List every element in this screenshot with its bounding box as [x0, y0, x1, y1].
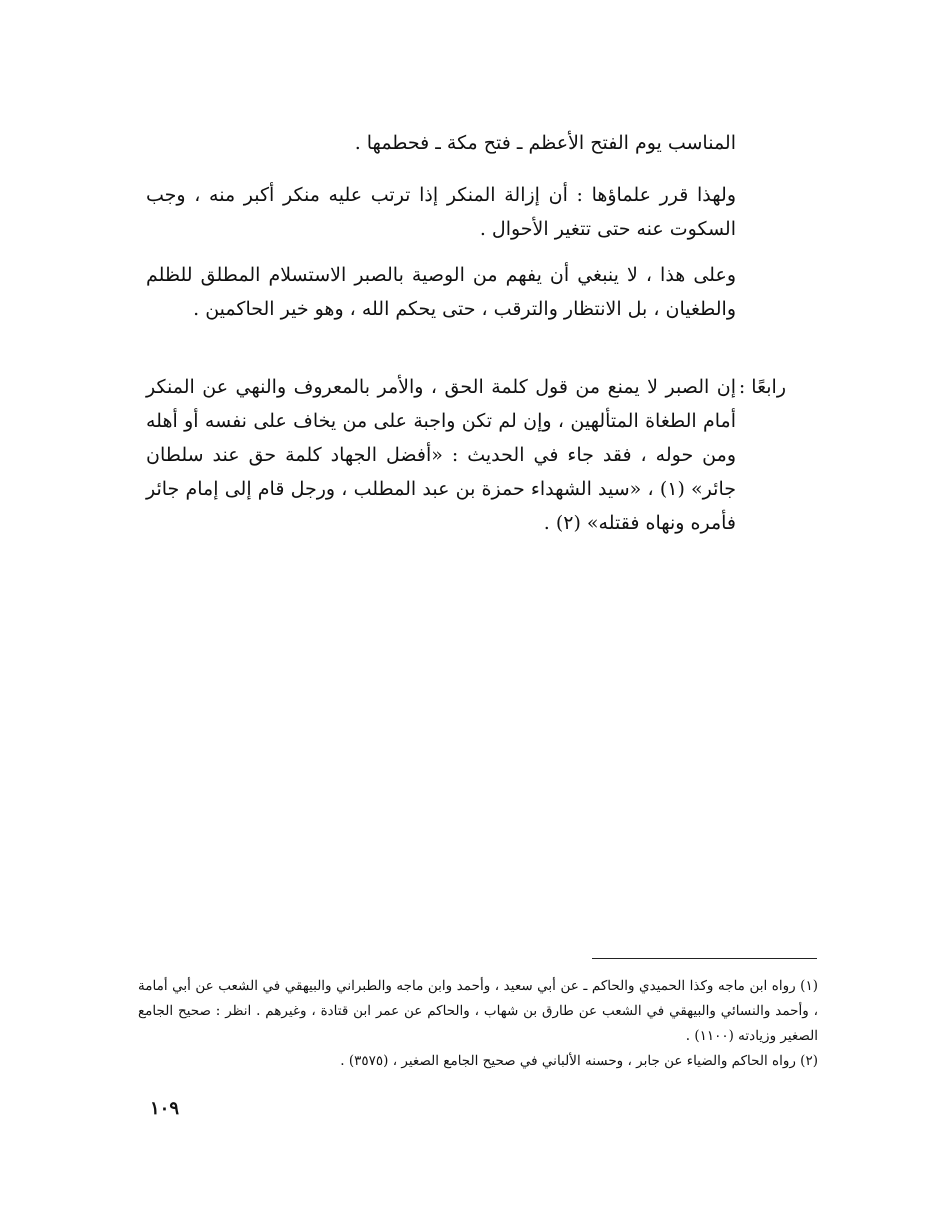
footnote-1: (١) رواه ابن ماجه وكذا الحميدي والحاكم ـ عن أبي سعيد ، وأحمد وابن ماجه والطبراني والبيهقي في الشعب عن أبي أمامة ، وأحمد والنسائي والبيهقي في الشعب عن طارق بن شهاب ، والحاكم عن عمر ابن قتادة ، وغيرهم . انظر : صحيح الجامع الصغير وزيادته (١١٠٠) .: [138, 978, 818, 1044]
paragraph-4-lead: رابعًا :: [738, 376, 786, 398]
paragraph-1: المناسب يوم الفتح الأعظم ـ فتح مكة ـ فحطمها .: [354, 132, 736, 154]
paragraph-4-body: إن الصبر لا يمنع من قول كلمة الحق ، والأمر بالمعروف والنهي عن المنكر أمام الطغاة المتألهين ، وإن لم تكن واجبة على من يخاف على نفسه أو أهله ومن حوله ، فقد جاء في الحديث : «أفضل الجهاد كلمة حق عند سلطان جائر» (١) ، «سيد الشهداء حمزة بن عبد المطلب ، ورجل قام إلى إمام جائر فأمره ونهاه فقتله» (٢) .: [146, 376, 736, 534]
paragraph-4: [146, 370, 786, 540]
paragraph-2: ولهذا قرر علماؤها : أن إزالة المنكر إذا ترتب عليه منكر أكبر منه ، وجب السكوت عنه حتى تتغير الأحوال .: [146, 184, 736, 240]
paragraph-3: وعلى هذا ، لا ينبغي أن يفهم من الوصية بالصبر الاستسلام المطلق للظلم والطغيان ، بل الانتظار والترقب ، حتى يحكم الله ، وهو خير الحاكمين .: [146, 264, 736, 320]
page-number: ١٠٩: [150, 1098, 180, 1119]
footnotes: [138, 974, 818, 1074]
footnote-separator: [592, 958, 817, 959]
footnote-2: (٢) رواه الحاكم والضياء عن جابر ، وحسنه الألباني في صحيح الجامع الصغير ، (٣٥٧٥) .: [340, 1053, 818, 1069]
